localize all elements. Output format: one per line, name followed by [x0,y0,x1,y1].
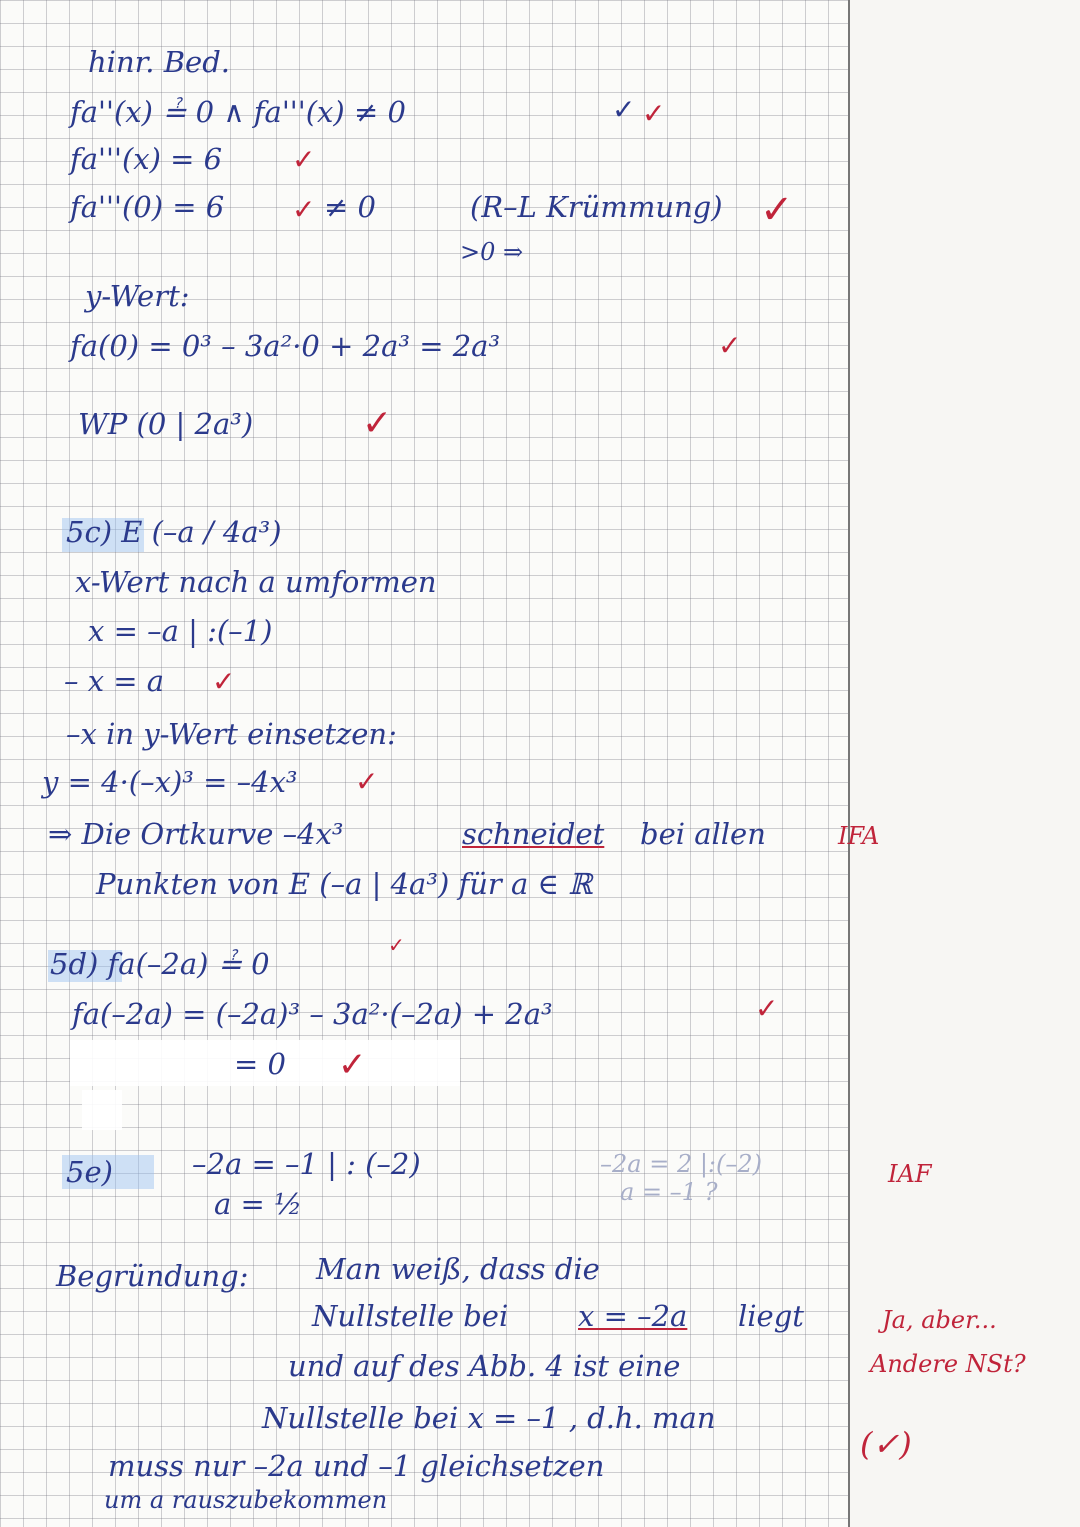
line-5c-6a: ⇒ Die Ortkurve –4x³ [48,817,344,851]
line-5c-3: – x = a [64,664,165,698]
line-begr-2b: x = –2a [578,1299,688,1333]
line-5e-1: –2a = –1 | : (–2) [192,1147,421,1181]
check-mark: ✓ [642,97,666,130]
check-mark: ✓ [292,193,316,226]
line-begr-6: um a rauszubekommen [104,1486,388,1514]
line-condition: fa''(x) ≟ 0 ∧ fa'''(x) ≠ 0 [70,95,406,129]
line-5c-4: –x in y-Wert einsetzen: [66,717,397,751]
check-mark: ✓ [362,403,393,444]
line-begr-4: Nullstelle bei x = –1 , d.h. man [262,1401,716,1435]
line-begr-2a: Nullstelle bei [312,1299,509,1333]
line-wendepunkt: WP (0 | 2a³) [78,407,254,441]
faint-note-2: a = –1 ? [620,1178,718,1206]
check-mark: ✓ [338,1045,367,1085]
line-5d-1: fa(–2a) = (–2a)³ – 3a²·(–2a) + 2a³ [72,997,553,1031]
line-5c-1: x-Wert nach a umformen [75,565,437,599]
line-third-derivative: fa'''(x) = 6 [70,142,223,176]
line-begr-3: und auf des Abb. 4 ist eine [288,1349,681,1383]
line-begr-2c: liegt [738,1299,804,1333]
line-5c-2: x = –a | :(–1) [88,614,273,648]
line-5c-6c: bei allen [640,817,766,851]
line-hinr-bed: hinr. Bed. [88,45,230,79]
check-mark: ✓ [612,93,636,126]
neq-zero: ≠ 0 [324,190,376,224]
check-mark: ✓ [760,187,794,233]
line-5c-5: y = 4·(–x)³ = –4x³ [42,765,298,799]
line-5e-2: a = ½ [214,1187,303,1221]
check-mark: ✓ [755,992,779,1025]
line-gt0: >0 ⇒ [460,238,524,266]
line-third-derivative-at-0: fa'''(0) = 6 [70,190,225,224]
line-fa-of-0: fa(0) = 0³ – 3a²·0 + 2a³ = 2a³ [70,329,501,363]
margin-note-iaf: IAF [888,1160,932,1188]
margin-line [848,0,850,1527]
margin-note-ja-aber: Ja, aber... [882,1306,997,1334]
line-5c-7: Punkten von E (–a | 4a³) für a ∈ ℝ [96,867,593,901]
margin-note-andere-nst: Andere NSt? [870,1350,1026,1378]
line-rl-kruemmung: (R–L Krümmung) [470,190,723,224]
check-mark: ✓ [212,665,236,698]
line-begr-1: Man weiß, dass die [316,1252,600,1286]
check-mark: ✓ [355,765,379,798]
line-5c-6b: schneidet [462,817,605,851]
heading-5c: 5c) E (–a / 4a³) [66,515,282,549]
check-mark: ✓ [718,329,742,362]
margin-note-ifa: IFA [838,822,880,850]
correction-tape-2 [82,1090,122,1130]
line-5d-2: = 0 [234,1047,286,1081]
line-begr-5: muss nur –2a und –1 gleichsetzen [108,1449,605,1483]
check-mark: ✓ [292,143,316,176]
line-y-wert: y-Wert: [85,279,190,313]
margin-note-check-paren: (✓) [860,1425,912,1463]
check-mark: ✓ [388,933,405,957]
heading-5d: 5d) fa(–2a) ≟ 0 [50,947,270,981]
label-begruendung: Begründung: [56,1259,249,1293]
heading-5e: 5e) [66,1155,113,1189]
faint-note-1: –2a = 2 |:(–2) [600,1150,763,1178]
